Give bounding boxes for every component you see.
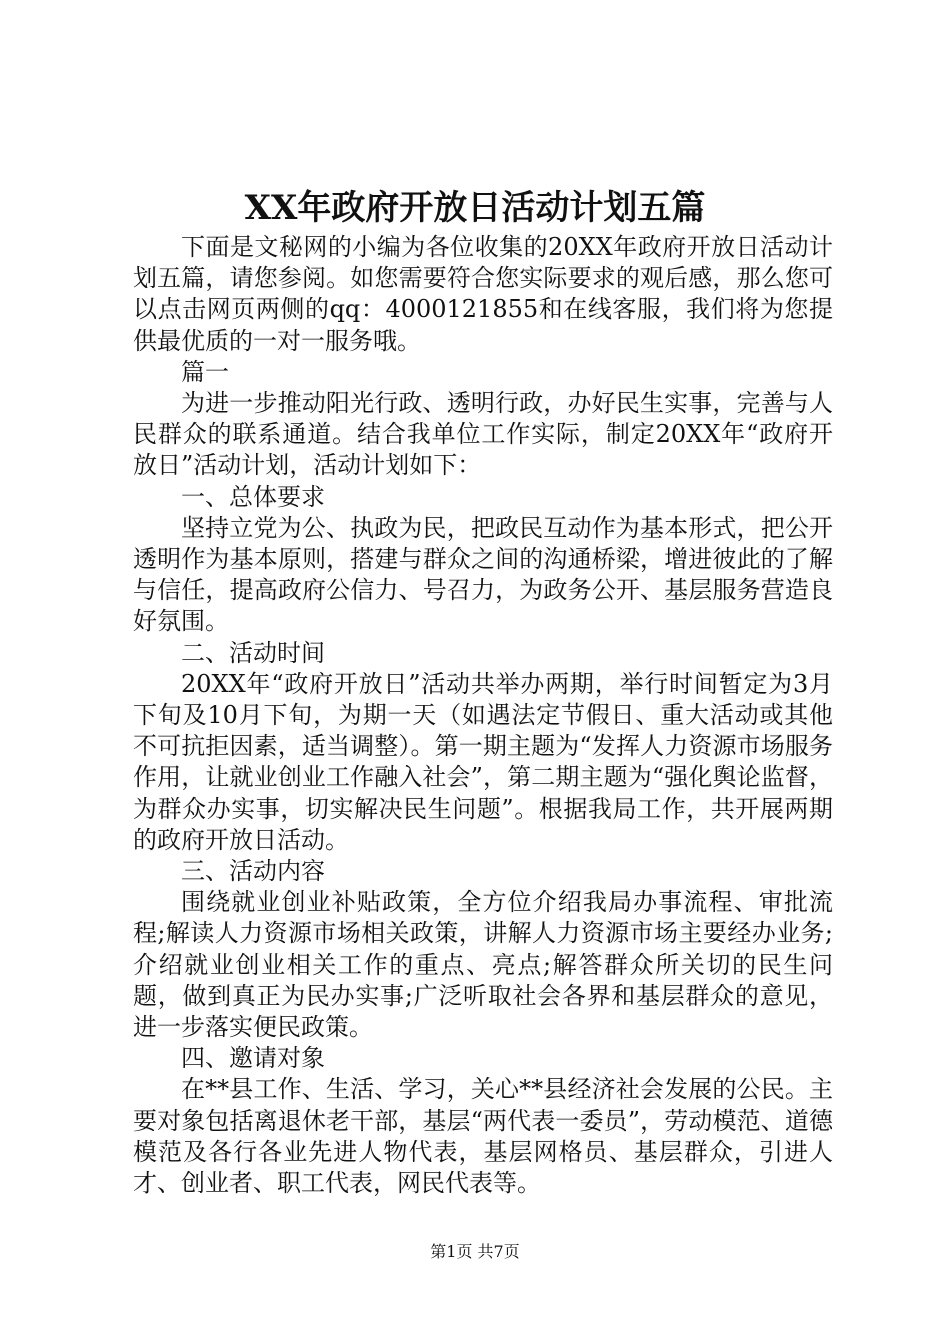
document-title: XX年政府开放日活动计划五篇 [244, 188, 706, 228]
section-heading-general-requirements: 一、总体要求 [181, 482, 325, 511]
section-heading-invitees: 四、邀请对象 [181, 1044, 325, 1073]
paragraph-activity-time: 20XX年“政府开放日”活动共举办两期，举行时间暂定为3月下旬及10月下旬，为期一天（如遇法定节假日、重大活动或其他不可抗拒因素，适当调整）。第一期主题为“发挥人力资源市场服务作用，让就业创业工作融入社会”，第二期主题为“强化舆论监督，为群众办实事，切实解决民生问题”。根据我局工作，共开展两期的政府开放日活动。 [133, 669, 833, 854]
paragraph-intro: 下面是文秘网的小编为各位收集的20XX年政府开放日活动计划五篇，请您参阅。如您需要符合您实际要求的观后感，那么您可以点击网页两侧的qq：4000121855和在线客服，我们将为您提供最优质的一对一服务哦。 [133, 233, 833, 355]
paragraph-activity-content: 围绕就业创业补贴政策，全方位介绍我局办事流程、审批流程;解读人力资源市场相关政策，讲解人力资源市场主要经办业务;介绍就业创业相关工作的重点、亮点;解答群众所关切的民生问题，做到真正为民办实事;广泛听取社会各界和基层群众的意见，进一步落实便民政策。 [133, 888, 833, 1042]
document-body [133, 232, 833, 1199]
paragraph-general-requirements: 坚持立党为公、执政为民，把政民互动作为基本形式，把公开透明作为基本原则，搭建与群众之间的沟通桥梁，增进彼此的了解与信任，提高政府公信力、号召力，为政务公开、基层服务营造良好氛围。 [133, 513, 833, 636]
section-heading-activity-time: 二、活动时间 [181, 638, 325, 667]
section-heading-activity-content: 三、活动内容 [181, 857, 325, 886]
paragraph-purpose: 为进一步推动阳光行政、透明行政，办好民生实事，完善与人民群众的联系通道。结合我单位工作实际，制定20XX年“政府开放日”活动计划，活动计划如下： [133, 389, 833, 480]
section-heading-part-one: 篇一 [181, 357, 229, 386]
paragraph-invitees: 在**县工作、生活、学习，关心**县经济社会发展的公民。主要对象包括离退休老干部，基层“两代表一委员”，劳动模范、道德模范及各行各业先进人物代表，基层网格员、基层群众，引进人才、创业者、职工代表，网民代表等。 [133, 1075, 833, 1198]
page-number-footer: 第1页 共7页 [430, 1242, 520, 1261]
